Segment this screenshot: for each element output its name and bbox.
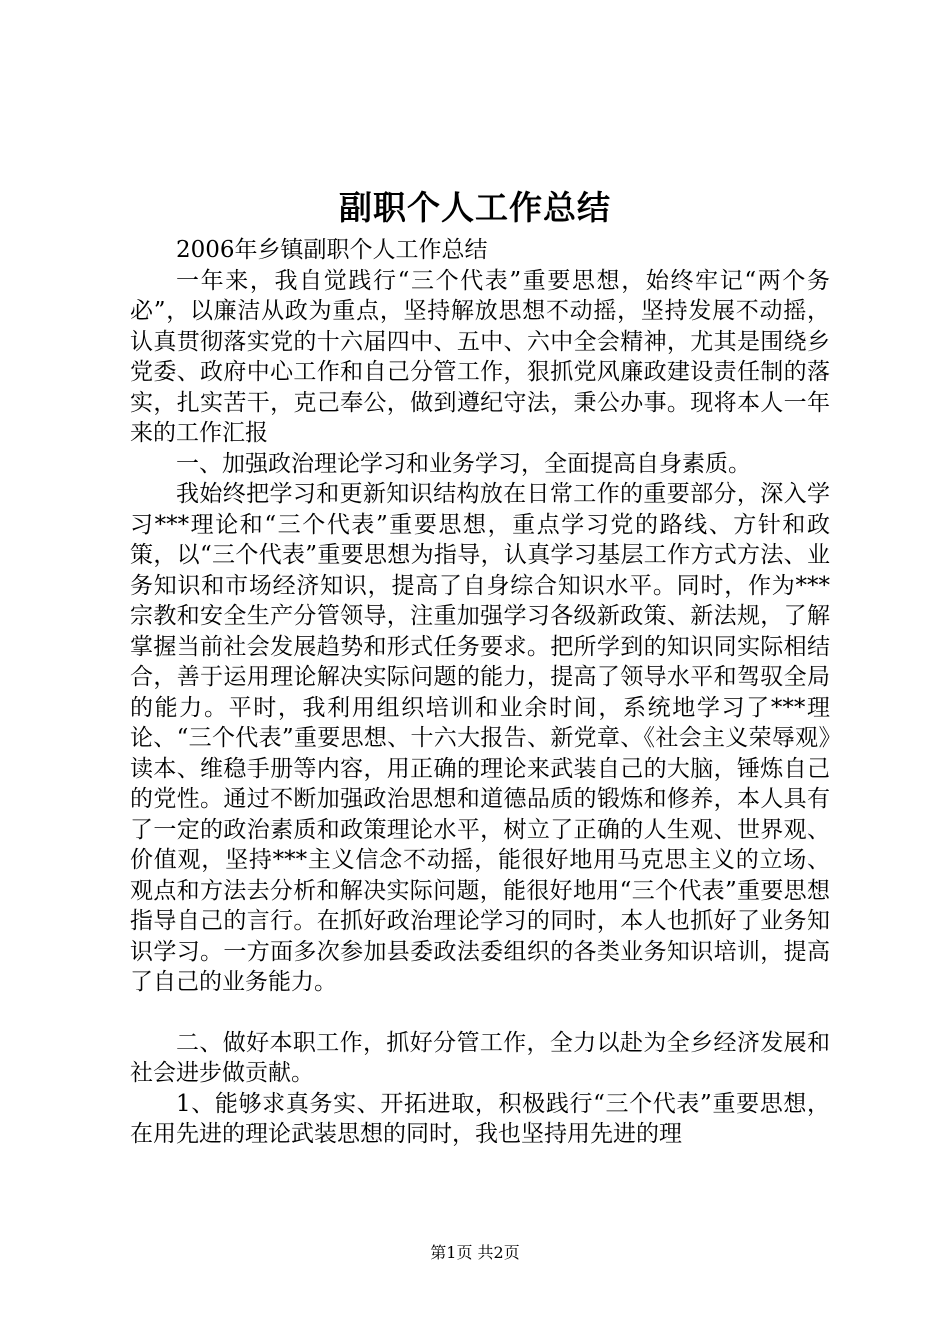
section-heading-1: 一、加强政治理论学习和业务学习，全面提高自身素质。 [176,450,751,477]
intro-paragraph: 一年来，我自觉践行“三个代表”重要思想，始终牢记“两个务必”，以廉洁从政为重点，坚持解放思想不动摇，坚持发展不动摇，认真贯彻落实党的十六届四中、五中、六中全会精神，尤其是围绕乡党委、政府中心工作和自己分管工作，狠抓党风廉政建设责任制的落实，扎实苦干，克己奉公，做到遵纪守法，秉公办事。现将本人一年来的工作汇报 [130,267,830,446]
document-body [130,235,830,1150]
section-2-paragraph: 1、能够求真务实、开拓进取，积极践行“三个代表”重要思想，在用先进的理论武装思想的同时，我也坚持用先进的理 [130,1090,830,1147]
section-heading-2: 二、做好本职工作，抓好分管工作，全力以赴为全乡经济发展和社会进步做贡献。 [130,1029,830,1086]
subtitle-paragraph: 2006年乡镇副职个人工作总结 [176,237,488,263]
page-footer: 第1页 共2页 [430,1243,520,1262]
document-title: 副职个人工作总结 [339,188,611,227]
section-1-paragraph: 我始终把学习和更新知识结构放在日常工作的重要部分，深入学习***理论和“三个代表”重要思想，重点学习党的路线、方针和政策，以“三个代表”重要思想为指导，认真学习基层工作方式方法、业务知识和市场经济知识，提高了自身综合知识水平。同时，作为***宗教和安全生产分管领导，注重加强学习各级新政策、新法规，了解掌握当前社会发展趋势和形式任务要求。把所学到的知识同实际相结合，善于运用理论解决实际问题的能力，提高了领导水平和驾驭全局的能力。平时，我利用组织培训和业余时间，系统地学习了***理论、“三个代表”重要思想、十六大报告、新党章、《社会主义荣辱观》读本、维稳手册等内容，用正确的理论来武装自己的大脑，锤炼自己的党性。通过不断加强政治思想和道德品质的锻炼和修养，本人具有了一定的政治素质和政策理论水平，树立了正确的人生观、世界观、价值观，坚持***主义信念不动摇，能很好地用马克思主义的立场、观点和方法去分析和解决实际问题，能很好地用“三个代表”重要思想指导自己的言行。在抓好政治理论学习的同时，本人也抓好了业务知识学习。一方面多次参加县委政法委组织的各类业务知识培训，提高了自己的业务能力。 [130,481,830,995]
